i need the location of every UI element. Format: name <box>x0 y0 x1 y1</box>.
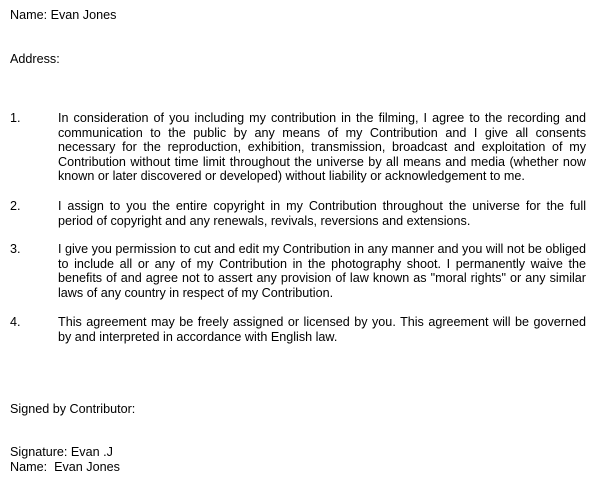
signed-by-label: Signed by Contributor: <box>10 402 136 416</box>
address-label: Address: <box>10 52 60 66</box>
clause-number: 2. <box>10 199 21 213</box>
clause-text: In consideration of you including my contribution in the filming, I agree to the recording and communication to the public by any means of my Contribution and I give all consents necessary for the reproduction, exhibition, transmission, broadcast and exploitation of my Contribution without time limit throughout the universe by all means and media (whether now known or later discovered or developed) without liability or acknowledgement to me. <box>58 111 586 184</box>
contributor-name: Name: Evan Jones <box>10 8 117 22</box>
clause-number: 1. <box>10 111 21 125</box>
signer-name-line: Name: Evan Jones <box>10 460 120 474</box>
clause-text: I assign to you the entire copyright in my Contribution throughout the universe for the full period of copyright and any renewals, revivals, reversions and extensions. <box>58 199 586 228</box>
clause-text: I give you permission to cut and edit my Contribution in any manner and you will not be obliged to include all or any of my Contribution in the photography shoot. I permanently waive the benefits of and agree not to assert any provision of law known as "moral rights" or any similar laws of any country in respect of my Contribution. <box>58 242 586 300</box>
clause-text: This agreement may be freely assigned or licensed by you. This agreement will be governed by and interpreted in accordance with English law. <box>58 315 586 344</box>
clause-number: 4. <box>10 315 21 329</box>
signature-line: Signature: Evan .J <box>10 445 113 459</box>
clause-number: 3. <box>10 242 21 256</box>
